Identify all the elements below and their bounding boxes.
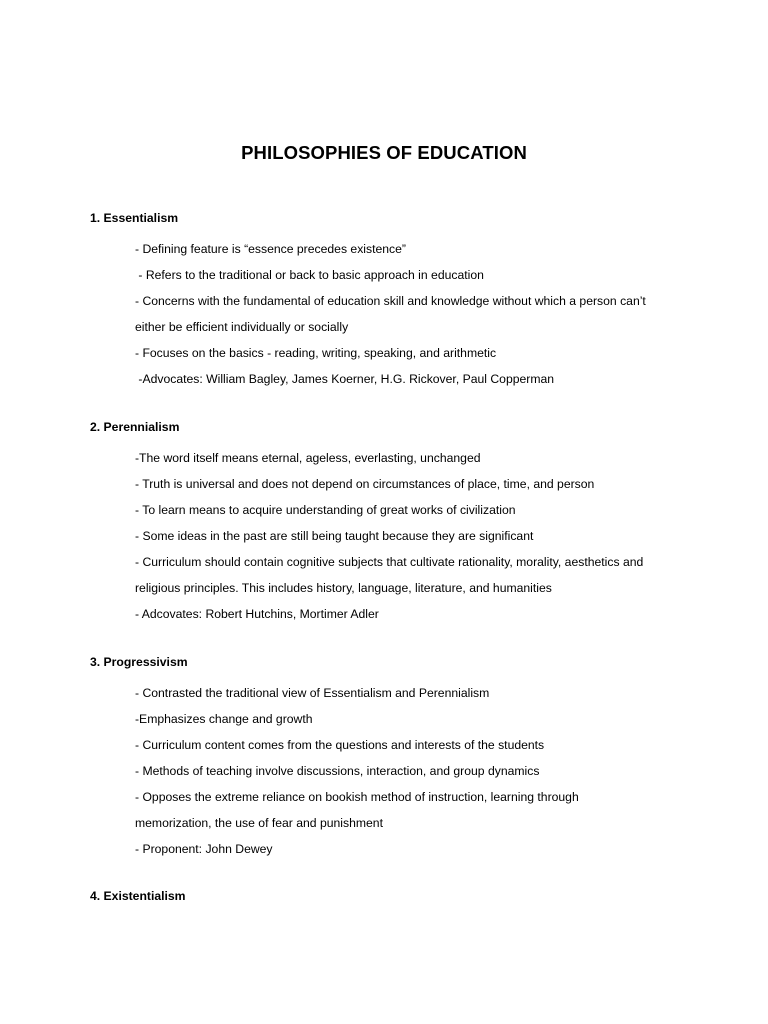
section-heading: 1. Essentialism <box>90 211 179 225</box>
list-item: - To learn means to acquire understanding of great works of civilization <box>135 503 516 517</box>
section-item-list <box>90 680 690 862</box>
list-item: either be efficient individually or socially <box>135 320 349 334</box>
section-progressivism <box>90 654 690 862</box>
section-heading: 3. Progressivism <box>90 655 188 669</box>
list-item: - Methods of teaching involve discussions, interaction, and group dynamics <box>135 764 540 778</box>
list-item: religious principles. This includes history, language, literature, and humanities <box>135 581 552 595</box>
list-item: - Opposes the extreme reliance on bookish method of instruction, learning through <box>135 790 579 804</box>
list-item: - Adcovates: Robert Hutchins, Mortimer Adler <box>135 607 379 621</box>
section-item-list <box>90 445 690 627</box>
list-item: - Proponent: John Dewey <box>135 842 273 856</box>
section-item-list <box>90 236 690 392</box>
list-item: memorization, the use of fear and punishment <box>135 816 383 830</box>
list-item: - Contrasted the traditional view of Essentialism and Perennialism <box>135 686 490 700</box>
list-item: -The word itself means eternal, ageless, everlasting, unchanged <box>135 451 481 465</box>
section-perennialism <box>90 419 690 627</box>
section-existentialism <box>90 888 690 914</box>
section-heading: 4. Existentialism <box>90 889 186 903</box>
document-title: PHILOSOPHIES OF EDUCATION <box>241 142 527 163</box>
list-item: - Concerns with the fundamental of education skill and knowledge without which a person can’t <box>135 294 646 308</box>
list-item: -Advocates: William Bagley, James Koerner, H.G. Rickover, Paul Copperman <box>135 372 555 386</box>
list-item: - Curriculum content comes from the questions and interests of the students <box>135 738 545 752</box>
list-item: - Focuses on the basics - reading, writing, speaking, and arithmetic <box>135 346 497 360</box>
list-item: - Refers to the traditional or back to basic approach in education <box>135 268 484 282</box>
section-heading: 2. Perennialism <box>90 420 180 434</box>
list-item: - Truth is universal and does not depend on circumstances of place, time, and person <box>135 477 595 491</box>
list-item: - Defining feature is “essence precedes existence” <box>135 242 406 256</box>
list-item: -Emphasizes change and growth <box>135 712 313 726</box>
list-item: - Some ideas in the past are still being taught because they are significant <box>135 529 534 543</box>
section-essentialism <box>90 210 690 392</box>
list-item: - Curriculum should contain cognitive subjects that cultivate rationality, morality, aesthetics and <box>135 555 644 569</box>
